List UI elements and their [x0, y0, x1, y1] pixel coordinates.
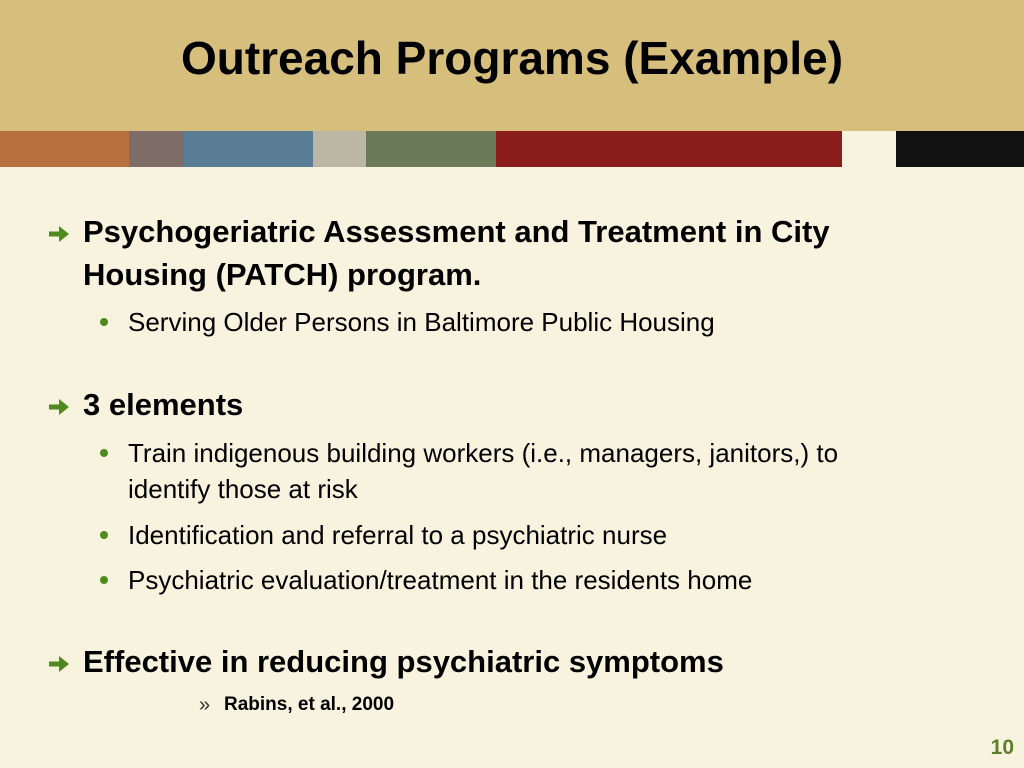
sub-point-train-line1: Train indigenous building workers (i.e., managers, janitors,) to	[128, 438, 839, 468]
page-number: 10	[990, 736, 1014, 759]
sub-point-evaluation: Psychiatric evaluation/treatment in the residents home	[128, 565, 753, 595]
sub-bullet-dot	[100, 531, 108, 539]
citation-marker: »	[199, 694, 211, 716]
citation: Rabins, et al., 2000	[224, 694, 395, 715]
point-effective: Effective in reducing psychiatric symptoms	[83, 644, 724, 679]
point-patch-line2: Housing (PATCH) program.	[83, 257, 482, 292]
slide-title: Outreach Programs (Example)	[180, 32, 844, 84]
arrow-bullet-icon	[47, 652, 71, 676]
sub-point-identification: Identification and referral to a psychiatric nurse	[128, 520, 668, 550]
point-elements: 3 elements	[83, 387, 244, 422]
sub-bullet-dot	[100, 449, 108, 457]
sub-point-serving: Serving Older Persons in Baltimore Public Housing	[128, 307, 715, 337]
sub-bullet-dot	[100, 576, 108, 584]
arrow-bullet-icon	[47, 222, 71, 246]
arrow-bullet-icon	[47, 395, 71, 419]
point-patch-line1: Psychogeriatric Assessment and Treatment in City	[83, 214, 830, 249]
sub-point-train-line2: identify those at risk	[128, 474, 358, 504]
sub-bullet-dot	[100, 318, 108, 326]
